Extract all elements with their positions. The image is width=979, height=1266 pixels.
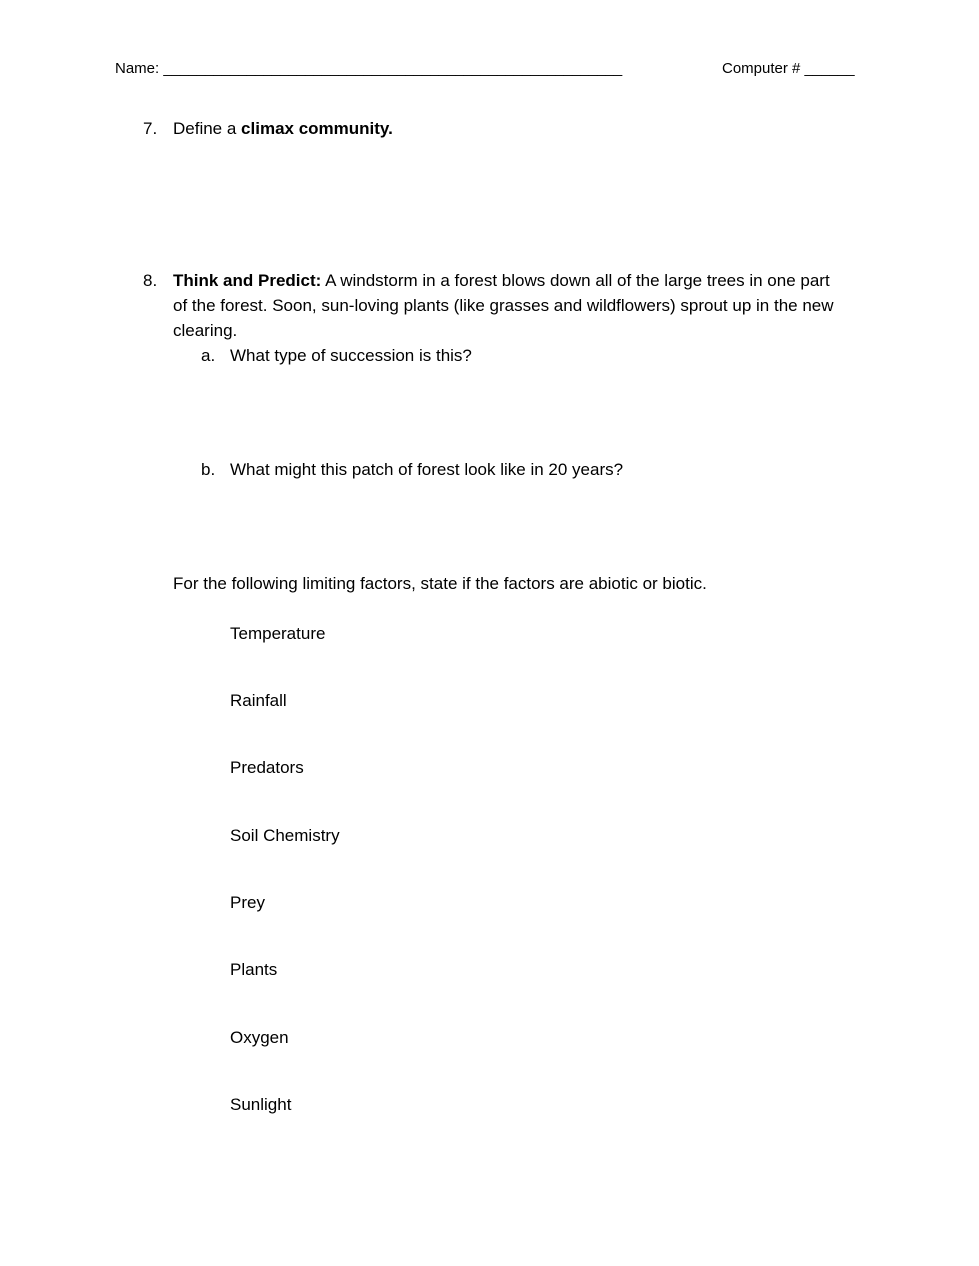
computer-field-row <box>722 60 855 77</box>
name-label: Name: <box>115 60 164 77</box>
question-8-line-1-text: A windstorm in a forest blows down all of the large trees in one part <box>321 271 830 290</box>
factor-prey: Prey <box>230 893 265 912</box>
question-7 <box>173 116 393 141</box>
factor-temperature: Temperature <box>230 624 326 643</box>
computer-label: Computer # <box>722 60 805 77</box>
limiting-factors-instruction: For the following limiting factors, state if the factors are abiotic or biotic. <box>173 574 707 593</box>
question-8b-text: What might this patch of forest look like in 20 years? <box>230 460 624 479</box>
question-8a-letter: a. <box>201 346 216 365</box>
question-7-term: climax community. <box>241 119 393 138</box>
factor-rainfall: Rainfall <box>230 691 287 710</box>
factor-oxygen: Oxygen <box>230 1028 289 1047</box>
factor-predators: Predators <box>230 758 304 777</box>
computer-blank[interactable]: ______ <box>804 60 855 77</box>
question-8b-letter: b. <box>201 460 216 479</box>
question-8-line-3: clearing. <box>173 321 238 340</box>
question-8-line-1 <box>173 268 834 293</box>
name-blank[interactable]: _______________________________________________________ <box>163 60 623 77</box>
factor-soil-chemistry: Soil Chemistry <box>230 826 340 845</box>
name-field-row <box>115 60 622 77</box>
factor-sunlight: Sunlight <box>230 1095 292 1114</box>
question-8a-text: What type of succession is this? <box>230 346 472 365</box>
question-8-number: 8. <box>143 271 158 290</box>
question-8-line-2: of the forest. Soon, sun-loving plants (like grasses and wildflowers) sprout up in the new <box>173 296 834 315</box>
factor-plants: Plants <box>230 960 278 979</box>
question-8 <box>173 268 834 343</box>
question-7-number: 7. <box>143 119 158 138</box>
question-8-lead: Think and Predict: <box>173 271 322 290</box>
question-7-text: Define a <box>173 119 242 138</box>
